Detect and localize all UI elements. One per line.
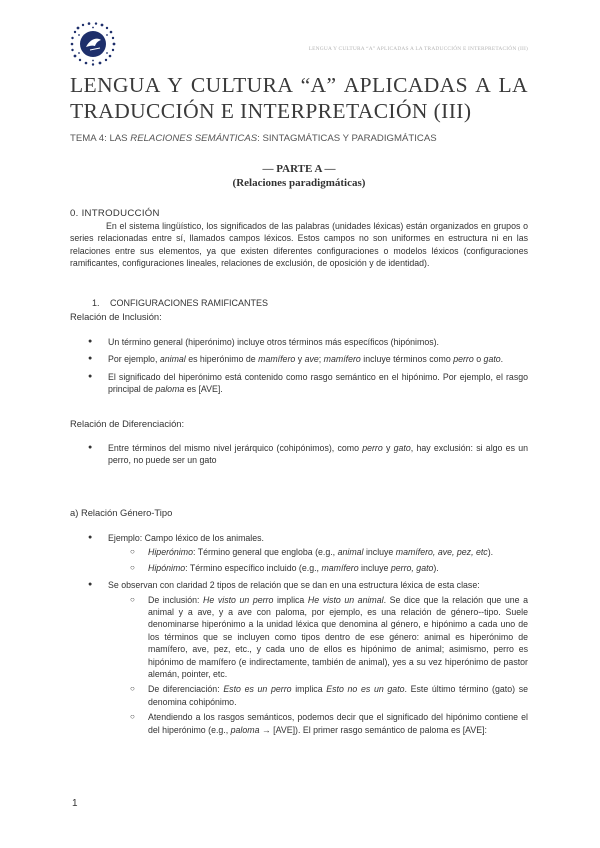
genero-tipo-list (88, 532, 528, 741)
list-item: ● El significado del hiperónimo está contenido como rasgo semántico en el hipónimo. Por ejemplo, el rasgo principal de paloma es [AVE]. (88, 371, 528, 396)
topic-subtitle: TEMA 4: LAS RELACIONES SEMÁNTICAS: SINTAGMÁTICAS Y PARADIGMÁTICAS (70, 133, 437, 144)
sub-list-item: ○ Hipónimo: Término específico incluido (e.g., mamífero incluye perro, gato). (128, 562, 528, 574)
university-seal-logo (70, 22, 116, 66)
part-subtitle: (Relaciones paradigmáticas) (232, 177, 366, 189)
sub-list (108, 546, 528, 574)
inclusion-list (88, 336, 528, 401)
part-heading (70, 162, 528, 190)
diferenciacion-list (88, 442, 528, 472)
list-item: ● Un término general (hiperónimo) incluye otros términos más específicos (hipónimos). (88, 336, 528, 348)
sub-list-item: ○ De diferenciación: Esto es un perro implica Esto no es un gato. Este último término (gato) se denomina cohipónimo. (128, 683, 528, 708)
list-item: ● Ejemplo: Campo léxico de los animales. ○ Hiperónimo: Término general que engloba (e.g., animal incluye mamífero, ave, pez, etc). ○ Hipónimo: Término específico incluido (e.g., mamífero incluye perro, gato). (88, 532, 528, 574)
intro-paragraph: En el sistema lingüístico, los significados de las palabras (unidades léxicas) están organizados en grupos o series relacionadas entre sí, llamados campos léxicos. Estos campos no son uniformes en estructura ni en las relaciones entre sus elementos, ya que existen diferentes configuraciones o modelos léxicos (configuraciones ramificantes, configuraciones lineales, relaciones de exclusión, de oposición y de identidad). (70, 221, 528, 268)
running-header: LENGUA Y CULTURA “A” APLICADAS A LA TRADUCCIÓN E INTERPRETACIÓN (III) (308, 46, 528, 52)
diferenciacion-label: Relación de Diferenciación: (70, 418, 185, 429)
list-item: ● Se observan con claridad 2 tipos de relación que se dan en una estructura léxica de esta clase: ○ De inclusión: He visto un perro implica He visto un animal. Se dice que la relación que une a animal y a ave, y a ave con paloma, por ejemplo, es una relación de género--tipo. Suele denominarse hiperónimo a la unidad léxica que denomina al género, e hipónimo a cada uno de los términos que se incluyen como tipos dentro de ese género: animal es hiperónimo de mamífero, ave, pez, etc., y cada uno de ellos es hipónimo de animal; asimismo, perro es hipónimo de mamífero (e indirectamente, también de animal), yes a su vez hiperónimo de pastor alemán, pointer, etc. ○ De diferenciación: Esto es un perro implica Esto no es un gato. Este último término (gato) se denomina cohipónimo. ○ Atendiendo a los rasgos semánticos, podemos decir que el significado del hipónimo contiene el del hiperónimo (e.g., paloma → [AVE]). El primer rasgo semántico de paloma es [AVE]: (88, 579, 528, 736)
part-title: — PARTE A — (262, 163, 336, 175)
sub-list (108, 594, 528, 736)
sub-list-item: ○ De inclusión: He visto un perro implica He visto un animal. Se dice que la relación que une a animal y a ave, y a ave con paloma, por ejemplo, es una relación de género--tipo. Suele denominarse hiperónimo a la unidad léxica que denomina al género, e hipónimo a cada uno de los términos que se incluyen como tipos dentro de ese género: animal es hiperónimo de mamífero, ave, pez, etc., y cada uno de ellos es hipónimo de animal; asimismo, perro es hipónimo de mamífero (e indirectamente, también de animal), yes a su vez hiperónimo de pastor alemán, pointer, etc. (128, 594, 528, 681)
page-number: 1 (72, 798, 78, 809)
document-title: LENGUA Y CULTURA “A” APLICADAS A LA TRADUCCIÓN E INTERPRETACIÓN (III) (70, 73, 528, 123)
intro-heading: 0. INTRODUCCIÓN (70, 208, 160, 219)
list-item: ● Entre términos del mismo nivel jerárquico (cohipónimos), como perro y gato, hay exclusión: si algo es un perro, no puede ser un gato (88, 442, 528, 467)
section-heading: 1. CONFIGURACIONES RAMIFICANTES (92, 298, 269, 308)
list-item: ● Por ejemplo, animal es hiperónimo de mamífero y ave; mamífero incluye términos como perro o gato. (88, 353, 528, 365)
genero-tipo-label: a) Relación Género-Tipo (70, 507, 173, 518)
sub-list-item: ○ Hiperónimo: Término general que engloba (e.g., animal incluye mamífero, ave, pez, etc). (128, 546, 528, 558)
sub-list-item: ○ Atendiendo a los rasgos semánticos, podemos decir que el significado del hipónimo contiene el del hiperónimo (e.g., paloma → [AVE]). El primer rasgo semántico de paloma es [AVE]: (128, 711, 528, 736)
inclusion-label: Relación de Inclusión: (70, 311, 162, 322)
